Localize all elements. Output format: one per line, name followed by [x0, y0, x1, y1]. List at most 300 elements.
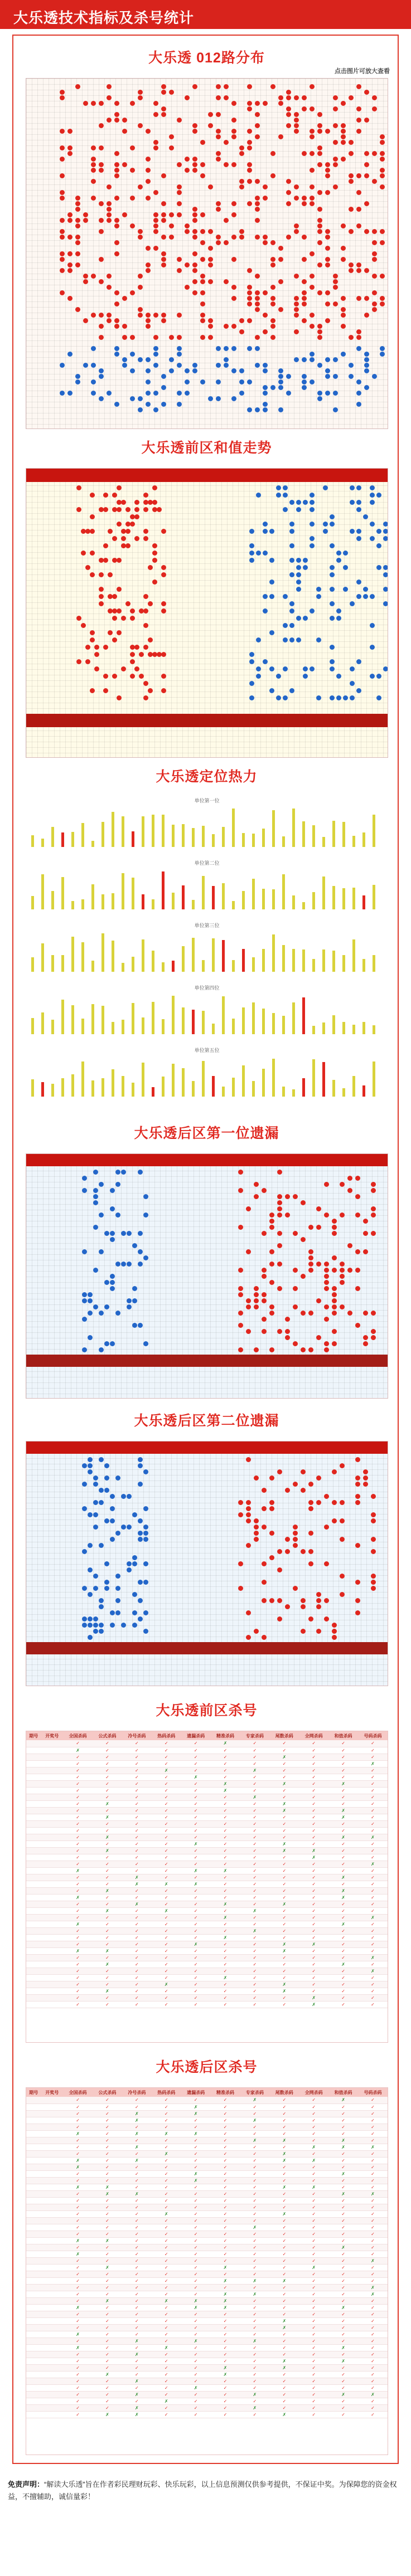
- check-icon: ✓: [371, 1781, 375, 1786]
- table-cell: [269, 1974, 299, 1981]
- table-cell: [328, 1814, 358, 1820]
- table-cell: [211, 2251, 240, 2257]
- table-cell: [93, 1861, 122, 1867]
- check-icon: ✓: [194, 2124, 198, 2130]
- table-cell: [63, 1961, 93, 1968]
- chart-ball: [263, 313, 268, 318]
- check-icon: ✓: [194, 1901, 198, 1907]
- chart-ball: [278, 374, 283, 379]
- table-cell: [93, 1854, 122, 1861]
- table-cell: [63, 2411, 93, 2418]
- chart-ball: [341, 223, 346, 228]
- heat-bar: [112, 941, 114, 972]
- table-cell: [93, 1787, 122, 1794]
- check-icon: ✓: [223, 2351, 228, 2357]
- chart-ball: [110, 1623, 115, 1628]
- chart-ball: [270, 151, 275, 156]
- heat-bar: [322, 837, 325, 847]
- check-icon: ✓: [105, 1915, 109, 1920]
- table-cell: [358, 2150, 388, 2157]
- check-icon: ✓: [371, 2398, 375, 2404]
- check-icon: ✓: [371, 2164, 375, 2170]
- check-icon: ✓: [253, 1747, 257, 1753]
- heat-bar: [31, 1018, 34, 1034]
- chart-ball: [216, 363, 221, 368]
- chart-ball: [121, 1494, 126, 1499]
- chart-ball: [364, 385, 369, 390]
- check-icon: ✓: [105, 1874, 109, 1880]
- table-cell: [122, 1780, 152, 1787]
- chart-ball: [330, 587, 335, 592]
- chart-ball: [356, 402, 361, 407]
- check-icon: ✓: [253, 2365, 257, 2370]
- chart-ball: [185, 157, 190, 162]
- cross-icon: ✗: [371, 1861, 375, 1867]
- table-cell: [122, 2204, 152, 2210]
- check-icon: ✓: [194, 2412, 198, 2417]
- chart-ball: [99, 1212, 104, 1218]
- table-cell: [26, 1854, 41, 1861]
- check-icon: ✓: [134, 1935, 139, 1940]
- check-icon: ✓: [253, 2104, 257, 2110]
- table-cell: [299, 2164, 328, 2170]
- check-icon: ✓: [371, 1935, 375, 1940]
- chart-ball: [308, 1500, 313, 1505]
- chart-ball: [93, 1476, 98, 1481]
- check-icon: ✓: [312, 2325, 316, 2330]
- kill-table-header: 公式杀码: [93, 1731, 122, 1740]
- chart-ball: [127, 1262, 132, 1267]
- check-icon: ✓: [105, 2097, 109, 2103]
- heat-bar: [332, 821, 335, 847]
- check-icon: ✓: [341, 1908, 345, 1913]
- chart-ball: [246, 1457, 251, 1462]
- table-cell: [41, 1954, 63, 1961]
- check-icon: ✓: [341, 1848, 345, 1853]
- table-cell: [41, 1988, 63, 1994]
- chart-ball: [293, 1537, 298, 1542]
- check-icon: ✓: [312, 2137, 316, 2143]
- chart-ball: [255, 196, 260, 201]
- chart-ball: [301, 1237, 306, 1242]
- chart-ball: [192, 157, 197, 162]
- check-icon: ✓: [134, 1928, 139, 1934]
- heat-bar: [152, 1002, 154, 1034]
- check-icon: ✓: [312, 2398, 316, 2404]
- table-cell: [211, 1921, 240, 1927]
- check-icon: ✓: [312, 2291, 316, 2297]
- heat-bar: [322, 876, 325, 909]
- chart-ball: [286, 90, 291, 95]
- table-cell: [181, 2364, 211, 2371]
- check-icon: ✓: [253, 1861, 257, 1867]
- chart-ball: [238, 1561, 243, 1566]
- check-icon: ✓: [164, 2204, 168, 2210]
- check-icon: ✓: [371, 2097, 375, 2103]
- table-cell: [299, 1934, 328, 1941]
- chart-ball: [115, 1311, 120, 1316]
- chart-ball: [255, 301, 260, 306]
- check-icon: ✓: [105, 2365, 109, 2370]
- check-icon: ✓: [194, 2331, 198, 2337]
- chart-ball: [88, 1311, 93, 1316]
- check-icon: ✓: [282, 2338, 287, 2344]
- check-icon: ✓: [282, 1908, 287, 1913]
- chart-ball: [262, 1329, 267, 1334]
- chart-ball: [107, 313, 112, 318]
- chart-ball: [254, 1286, 259, 1291]
- chart-ball: [110, 1280, 115, 1285]
- check-icon: ✓: [164, 1761, 168, 1766]
- chart-ball: [200, 379, 205, 384]
- chart-ball: [169, 357, 174, 362]
- check-icon: ✓: [371, 1868, 375, 1873]
- check-icon: ✓: [253, 2231, 257, 2237]
- table-cell: [152, 1988, 181, 1994]
- check-icon: ✓: [134, 2385, 139, 2390]
- table-cell: [93, 2277, 122, 2284]
- check-icon: ✓: [164, 1874, 168, 1880]
- chart-ball: [325, 262, 330, 267]
- chart-ball: [363, 1219, 368, 1224]
- chart-ball: [340, 1262, 345, 1267]
- table-cell: [181, 2311, 211, 2317]
- check-icon: ✓: [105, 2251, 109, 2257]
- check-icon: ✓: [253, 2184, 257, 2190]
- table-cell: [358, 1874, 388, 1881]
- check-icon: ✓: [223, 2271, 228, 2277]
- chart-ball: [317, 229, 322, 234]
- table-cell: [122, 2304, 152, 2311]
- table-cell: [122, 2177, 152, 2184]
- table-cell: [41, 2197, 63, 2204]
- table-cell: [93, 2204, 122, 2210]
- chart-ball: [343, 587, 348, 592]
- chart-ball: [363, 1249, 368, 1254]
- table-cell: [358, 1907, 388, 1914]
- table-cell: [122, 1927, 152, 1934]
- table-cell: [328, 1881, 358, 1887]
- heat-bar: [202, 960, 205, 972]
- check-icon: ✓: [134, 1821, 139, 1827]
- table-cell: [26, 1794, 41, 1800]
- chart-ball: [336, 616, 341, 621]
- chart-ball: [325, 301, 330, 306]
- check-icon: ✓: [253, 1741, 257, 1746]
- table-cell: [152, 2231, 181, 2237]
- table-cell: [63, 1907, 93, 1914]
- chart-ball: [246, 1543, 251, 1548]
- chart-ball: [383, 572, 388, 577]
- chart-ball: [112, 493, 117, 498]
- check-icon: ✓: [164, 2184, 168, 2190]
- check-icon: ✓: [253, 2385, 257, 2390]
- table-cell: [358, 1747, 388, 1754]
- chart-ball: [134, 666, 139, 671]
- table-cell: [211, 1907, 240, 1914]
- check-icon: ✓: [164, 2258, 168, 2263]
- zoom-hint[interactable]: 点击图片可放大查看: [335, 68, 390, 75]
- table-cell: [63, 1754, 93, 1760]
- table-cell: [181, 2271, 211, 2277]
- cross-icon: ✗: [76, 1948, 80, 1954]
- table-cell: [26, 2291, 41, 2297]
- table-cell: [358, 2184, 388, 2190]
- check-icon: ✓: [134, 1941, 139, 1947]
- chart-ball: [200, 274, 205, 279]
- check-icon: ✓: [341, 2104, 345, 2110]
- table-cell: [299, 2317, 328, 2324]
- chart-ball: [99, 1604, 104, 1609]
- check-icon: ✓: [253, 1841, 257, 1847]
- table-cell: [93, 2257, 122, 2264]
- chart-ball: [60, 391, 65, 396]
- table-cell: [122, 1994, 152, 2001]
- chart-ball: [108, 630, 113, 635]
- chart-ball: [255, 201, 260, 206]
- chart-ball: [185, 379, 190, 384]
- check-icon: ✓: [134, 1774, 139, 1780]
- table-cell: [152, 2271, 181, 2277]
- check-icon: ✓: [312, 1781, 316, 1786]
- check-icon: ✓: [164, 2291, 168, 2297]
- cross-icon: ✗: [76, 2131, 80, 2136]
- table-cell: [63, 1861, 93, 1867]
- table-cell: [269, 1794, 299, 1800]
- table-cell: [41, 1947, 63, 1954]
- chart-ball: [161, 688, 166, 693]
- chart-ball: [138, 285, 143, 290]
- check-icon: ✓: [312, 2392, 316, 2397]
- check-icon: ✓: [105, 2331, 109, 2337]
- check-icon: ✓: [105, 2211, 109, 2217]
- table-cell: [122, 1774, 152, 1780]
- chart-ball: [262, 1292, 267, 1297]
- chart-ball: [355, 1610, 360, 1615]
- check-icon: ✓: [76, 2285, 80, 2290]
- chart-ball: [224, 84, 229, 89]
- heat-bar: [252, 957, 255, 972]
- table-cell: [269, 2351, 299, 2358]
- check-icon: ✓: [312, 1828, 316, 1833]
- chart-ball: [138, 1262, 143, 1267]
- chart-ball: [256, 674, 261, 679]
- table-cell: [93, 1927, 122, 1934]
- table-cell: [269, 2277, 299, 2284]
- cross-icon: ✗: [223, 1975, 228, 1980]
- table-back-kill: [26, 2087, 388, 2455]
- chart-ball: [238, 1286, 243, 1291]
- table-cell: [240, 1981, 269, 1988]
- table-cell: [211, 1968, 240, 1974]
- cross-icon: ✗: [312, 1854, 316, 1860]
- check-icon: ✓: [371, 2211, 375, 2217]
- check-icon: ✓: [371, 1854, 375, 1860]
- table-cell: [26, 1780, 41, 1787]
- chart-ball: [125, 543, 130, 548]
- chart-ball: [146, 357, 151, 362]
- chart-ball: [88, 1512, 93, 1517]
- cross-icon: ✗: [164, 2298, 168, 2304]
- check-icon: ✓: [371, 1881, 375, 1887]
- chart-ball: [278, 279, 283, 284]
- chart-ball: [153, 246, 158, 251]
- check-icon: ✓: [105, 1821, 109, 1827]
- chart-ball: [76, 616, 81, 621]
- table-cell: [240, 2257, 269, 2264]
- cross-icon: ✗: [371, 2291, 375, 2297]
- table-cell: [358, 2391, 388, 2398]
- table-cell: [328, 1894, 358, 1901]
- table-cell: [181, 2371, 211, 2378]
- check-icon: ✓: [253, 1988, 257, 1994]
- table-cell: [152, 1914, 181, 1921]
- chart-ball: [340, 1182, 345, 1187]
- table-cell: [122, 1894, 152, 1901]
- check-icon: ✓: [134, 2218, 139, 2223]
- table-cell: [41, 2164, 63, 2170]
- chart-ball: [317, 324, 322, 329]
- table-cell: [63, 2338, 93, 2344]
- table-cell: [41, 2184, 63, 2190]
- chart-ball: [192, 251, 197, 256]
- chart-ball: [185, 391, 190, 396]
- table-cell: [328, 1787, 358, 1794]
- check-icon: ✓: [223, 1908, 228, 1913]
- check-icon: ✓: [105, 2392, 109, 2397]
- check-icon: ✓: [164, 2271, 168, 2277]
- table-cell: [63, 2130, 93, 2137]
- chart-ball: [121, 1623, 126, 1628]
- chart-ball: [363, 1476, 368, 1481]
- table-cell: [211, 2217, 240, 2224]
- chart-ball: [216, 201, 221, 206]
- table-cell: [122, 1794, 152, 1800]
- chart-ball: [262, 1598, 267, 1603]
- chart-ball: [333, 357, 338, 362]
- heat-bar: [162, 1077, 165, 1097]
- check-icon: ✓: [371, 1821, 375, 1827]
- chart-ball: [310, 379, 315, 384]
- table-cell: [328, 2231, 358, 2237]
- chart-ball: [247, 106, 252, 111]
- table-cell: [328, 2124, 358, 2130]
- check-icon: ✓: [76, 2298, 80, 2304]
- chart-ball: [81, 551, 86, 556]
- chart-ball: [330, 666, 335, 671]
- table-cell: [299, 1981, 328, 1988]
- check-icon: ✓: [76, 2211, 80, 2217]
- table-cell: [63, 2144, 93, 2150]
- chart-ball: [114, 218, 119, 223]
- cross-icon: ✗: [282, 2158, 287, 2163]
- chart-ball: [372, 240, 377, 245]
- chart-ball: [121, 1170, 126, 1175]
- table-cell: [181, 2137, 211, 2144]
- chart-ball: [333, 95, 338, 100]
- check-icon: ✓: [134, 1754, 139, 1760]
- chart-ball: [60, 218, 65, 223]
- table-cell: [181, 1807, 211, 1814]
- table-cell: [152, 1901, 181, 1907]
- check-icon: ✓: [134, 1981, 139, 1987]
- check-icon: ✓: [76, 2144, 80, 2150]
- chart-ball: [285, 1549, 290, 1554]
- check-icon: ✓: [312, 2378, 316, 2384]
- check-icon: ✓: [223, 2191, 228, 2197]
- table-row: [26, 2001, 388, 2008]
- table-row: [26, 1954, 388, 1961]
- table-cell: [122, 1854, 152, 1861]
- chart-ball: [371, 1206, 376, 1211]
- kill-table-header: 专家杀码: [240, 2088, 269, 2097]
- check-icon: ✓: [282, 1881, 287, 1887]
- table-cell: [93, 1994, 122, 2001]
- table-cell: [152, 2264, 181, 2271]
- table-cell: [181, 1861, 211, 1867]
- chart-ball: [283, 666, 288, 671]
- table-cell: [299, 1754, 328, 1760]
- check-icon: ✓: [312, 1841, 316, 1847]
- chart-ball: [349, 262, 354, 267]
- cross-icon: ✗: [282, 1808, 287, 1813]
- heat-bar: [252, 879, 255, 909]
- check-icon: ✓: [312, 1961, 316, 1967]
- table-cell: [181, 1780, 211, 1787]
- table-cell: [181, 1934, 211, 1941]
- check-icon: ✓: [223, 1801, 228, 1806]
- check-icon: ✓: [164, 2218, 168, 2223]
- table-cell: [299, 2103, 328, 2110]
- chart-ball: [114, 290, 119, 295]
- table-cell: [63, 2251, 93, 2257]
- check-icon: ✓: [194, 1794, 198, 1800]
- check-icon: ✓: [341, 2151, 345, 2156]
- check-icon: ✓: [223, 2251, 228, 2257]
- table-cell: [181, 2204, 211, 2210]
- check-icon: ✓: [134, 2331, 139, 2337]
- table-cell: [328, 1760, 358, 1767]
- cross-icon: ✗: [194, 1881, 198, 1887]
- check-icon: ✓: [253, 2244, 257, 2250]
- chart-ball: [330, 645, 335, 650]
- chart-ball: [247, 129, 252, 134]
- chart-ball: [121, 500, 126, 505]
- chart-ball: [340, 1574, 345, 1579]
- chart-ball: [356, 190, 361, 195]
- chart-ball: [325, 246, 330, 251]
- check-icon: ✓: [253, 1788, 257, 1793]
- check-icon: ✓: [312, 1808, 316, 1813]
- chart-ball: [317, 223, 322, 228]
- check-icon: ✓: [164, 1868, 168, 1873]
- chart-ball: [143, 645, 148, 650]
- check-icon: ✓: [194, 2002, 198, 2007]
- table-cell: [299, 2197, 328, 2204]
- chart-ball: [83, 279, 88, 284]
- table-cell: [269, 2284, 299, 2291]
- chart-ball: [249, 681, 254, 686]
- chart-ball: [161, 106, 166, 111]
- check-icon: ✓: [282, 2171, 287, 2176]
- check-icon: ✓: [223, 2238, 228, 2243]
- cross-icon: ✗: [164, 1981, 168, 1987]
- table-cell: [41, 2251, 63, 2257]
- table-row: [26, 2197, 388, 2204]
- table-cell: [93, 2157, 122, 2164]
- table-cell: [358, 2364, 388, 2371]
- chart-ball: [115, 1531, 120, 1536]
